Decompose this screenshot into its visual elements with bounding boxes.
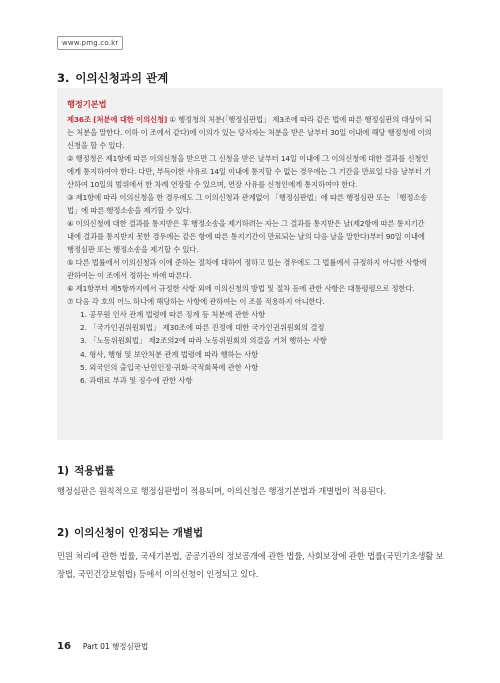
list-item: 6. 과태료 부과 및 징수에 관한 사항 — [80, 376, 193, 386]
law-paragraph-6: ⑥ 제1항부터 제5항까지에서 규정한 사항 외에 이의신청의 방법 및 절차 등에 관한 사항은 대통령령으로 정한다. — [67, 284, 415, 293]
law-paragraph-4: ④ 이의신청에 대한 결과를 통지받은 후 행정소송을 제기하려는 자는 그 결과를 통지받은 날(제2항에 따른 통지기간 내에 결과를 통지받지 못한 경우에는 같은 항에 따른 통지기간이 만료되는 날의 다음 날을 말한다)부터 90일 이내에 행정심판 또는 행정소송을 제기할 수 있다. — [67, 219, 425, 254]
article-reference: 제36조 [처분에 대한 이의신청] — [67, 115, 168, 124]
section-heading — [57, 70, 168, 86]
section-number: 3. — [57, 71, 70, 85]
law-paragraph-5: ⑤ 다른 법률에서 이의신청과 이에 준하는 절차에 대하여 정하고 있는 경우에도 그 법률에서 규정하지 아니한 사항에 관하여는 이 조에서 정하는 바에 따른다. — [67, 258, 427, 280]
law-paragraph-1 — [67, 113, 433, 152]
subsection-body-2: 민원 처리에 관한 법률, 국세기본법, 공공기관의 정보공개에 관한 법률, 사회보장에 관한 법률(국민기초생활 보장법, 국민건강보험법) 등에서 이의신청이 인정되고 있다. — [57, 551, 444, 579]
list-item: 4. 형사, 행형 및 보안처분 관계 법령에 따라 행하는 사항 — [80, 349, 259, 359]
page-footer — [57, 641, 148, 652]
law-excerpt-box — [57, 88, 443, 440]
list-item: 2. 「국가인권위원회법」 제30조에 따른 진정에 대한 국가인권위원회의 결정 — [80, 323, 325, 333]
box-title: 행정기본법 — [67, 99, 107, 109]
subsection-body-1: 행정심판은 원칙적으로 행정심판법이 적용되며, 이의신청은 행정기본법과 개별법이 적용된다. — [57, 486, 387, 496]
page-number: 16 — [57, 641, 71, 652]
law-paragraph-3: ③ 제1항에 따라 이의신청을 한 경우에도 그 이의신청과 관계없이 「행정심판법」에 따른 행정심판 또는 「행정소송법」에 따른 행정소송을 제기할 수 있다. — [67, 193, 428, 215]
list-item: 1. 공무원 인사 관계 법령에 따른 징계 등 처분에 관한 사항 — [80, 310, 266, 319]
subsection-number: 2) — [57, 527, 70, 539]
section-title: 이의신청과의 관계 — [75, 71, 169, 85]
part-label: Part 01 행정심판법 — [82, 642, 149, 651]
subsection-number: 1) — [57, 465, 70, 477]
site-url: www.pmg.co.kr — [57, 36, 123, 50]
subsection-title: 적용법률 — [74, 465, 115, 477]
list-item: 3. 「노동위원회법」 제2조의2에 따라 노동위원회의 의결을 거쳐 행하는 사항 — [80, 336, 327, 346]
list-item: 5. 외국인의 출입국·난민인정·귀화·국적회복에 관한 사항 — [80, 362, 259, 372]
subsection-heading-2 — [57, 525, 203, 540]
law-paragraph-2: ② 행정청은 제1항에 따른 이의신청을 받으면 그 신청을 받은 날부터 14일 이내에 그 이의신청에 대한 결과를 신청인에게 통지하여야 한다. 다만, 부득이한 사유로 14일 이내에 통지할 수 없는 경우에는 그 기간을 만료일 다음 날부터 기산하여 10일의 범위에서 한 차례 연장할 수 있으며, 연장 사유를 신청인에게 통지하여야 한다. — [67, 154, 431, 189]
subsection-title: 이의신청이 인정되는 개별법 — [74, 527, 204, 539]
paragraph-text: ① 행정청의 처분(「행정심판법」 제3조에 따라 같은 법에 따른 행정심판의 대상이 되는 처분을 말한다. 이하 이 조에서 같다)에 이의가 있는 당사자는 처분을 받은 날부터 30일 이내에 해당 행정청에 이의신청을 할 수 있다. — [67, 115, 432, 150]
subsection-heading-1 — [57, 463, 115, 478]
law-paragraph-7: ⑦ 다음 각 호의 어느 하나에 해당하는 사항에 관하여는 이 조를 적용하지 아니한다. — [67, 297, 325, 306]
exclusion-list — [67, 308, 433, 387]
